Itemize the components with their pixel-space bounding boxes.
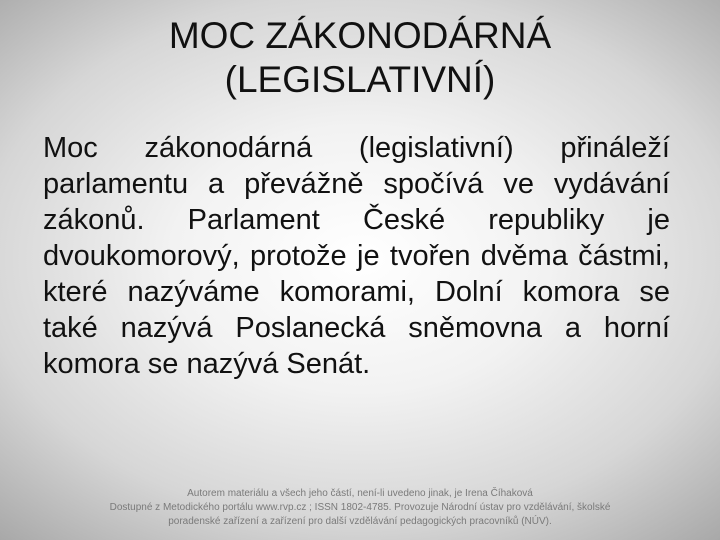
footer-line-2: Dostupné z Metodického portálu www.rvp.cz ; ISSN 1802-4785. Provozuje Národní ústav pro vzdělávání, školské	[109, 502, 611, 513]
slide-body-text: Moc zákonodárná (legislativní) přináleží parlamentu a převážně spočívá ve vydávání zákonů. Parlament České republiky je dvoukomorový, protože je tvořen dvěma částmi, které nazýváme komorami, Dolní komora se také nazývá Poslanecká sněmovna a horní komora se nazývá Senát.	[43, 132, 670, 380]
slide-footer	[80, 487, 640, 529]
slide-title-line-2: (LEGISLATIVNÍ)	[224, 59, 496, 100]
slide-title-line-1: MOC ZÁKONODÁRNÁ	[168, 15, 552, 56]
footer-line-1: Autorem materiálu a všech jeho částí, není-li uvedeno jinak, je Irena Číhaková	[187, 488, 533, 499]
footer-line-3: poradenské zařízení a zařízení pro další vzdělávání pedagogických pracovníků (NÚV).	[168, 516, 552, 527]
slide-title	[60, 14, 660, 102]
